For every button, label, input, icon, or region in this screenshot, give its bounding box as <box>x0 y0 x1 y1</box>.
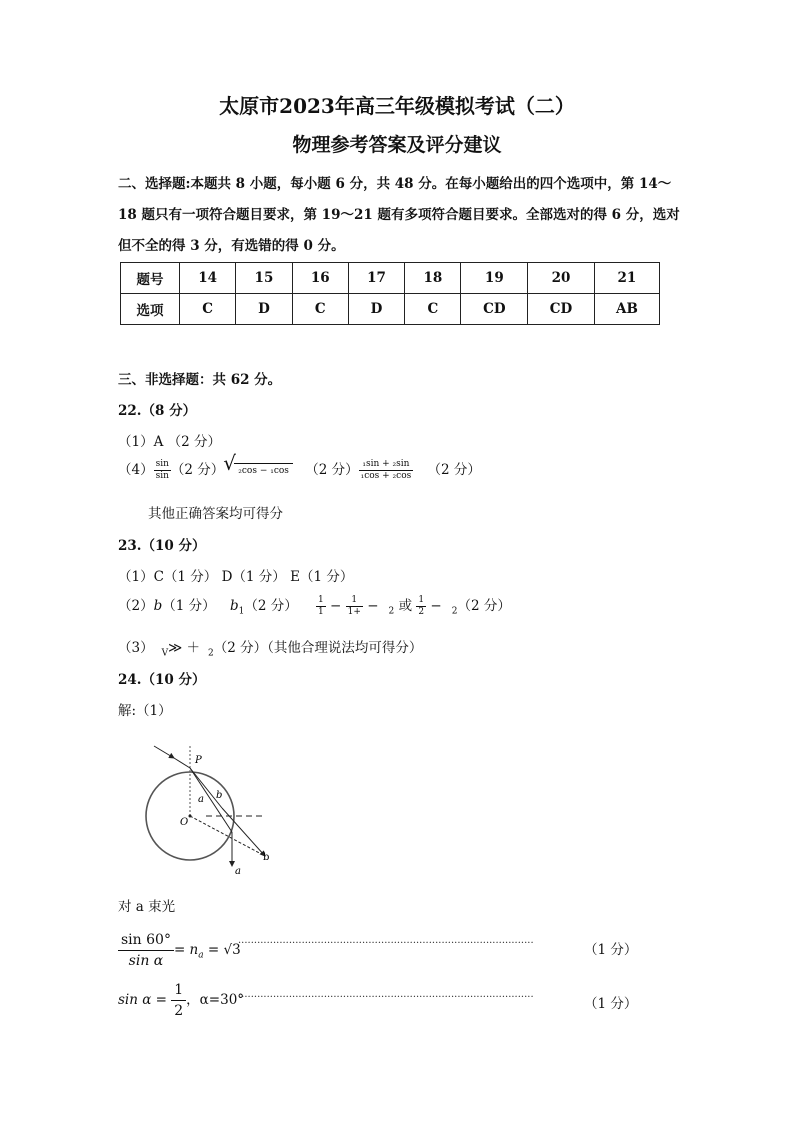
q24-solve: 解:（1） <box>118 703 172 719</box>
q23-part3-label: （3） <box>118 640 154 656</box>
q22-line1: （1）A （2 分） <box>118 434 222 450</box>
q23-sub-v: V <box>161 648 169 659</box>
q22-points: （2 分） <box>170 462 225 478</box>
dashed-line-b <box>190 816 265 856</box>
label-P: P <box>195 755 202 766</box>
frac-den: 1 <box>318 607 324 617</box>
table-cell: 15 <box>236 263 292 294</box>
table-row <box>121 263 660 294</box>
table-cell: 14 <box>180 263 236 294</box>
frac-num: sin 60° <box>118 930 174 951</box>
q23-b: b <box>153 598 163 614</box>
table-cell: C <box>405 294 461 325</box>
q23-line1: （1）C（1 分） D（1 分） E（1 分） <box>118 569 354 585</box>
q23-b1: b <box>229 598 239 614</box>
q23-sub: 2 <box>451 606 458 617</box>
table-cell: CD <box>461 294 528 325</box>
eq1-sub: a <box>198 950 204 961</box>
table-header-cell: 题号 <box>121 263 180 294</box>
q23-frac-c <box>416 595 426 618</box>
table-cell: D <box>236 294 292 325</box>
frac-den: sin <box>155 471 169 481</box>
label-a-out: a <box>235 866 241 877</box>
q23-minus: − <box>330 598 342 614</box>
q23-frac-a <box>316 595 326 618</box>
label-b: b <box>216 790 223 801</box>
frac-num: sin <box>155 459 169 469</box>
q23-relation: ≫ ＋ <box>168 640 201 656</box>
section2-line2: 18 题只有一项符合题目要求，第 19～21 题有多项符合题目要求。全部选对的得 6 分，选对 <box>118 207 680 223</box>
incident-arrow <box>154 746 174 758</box>
answer-table <box>120 262 660 325</box>
frac-den: 2 <box>418 607 425 617</box>
label-a: a <box>198 794 204 805</box>
page-subtitle: 物理参考答案及评分建议 <box>292 134 502 156</box>
q22-line2 <box>118 458 481 482</box>
q22-frac2 <box>359 459 414 482</box>
q24-eq1 <box>118 930 241 971</box>
q23-b1-sub: 1 <box>238 606 245 617</box>
q23-points: （1 分） <box>162 598 216 614</box>
q23-sub: 2 <box>388 606 395 617</box>
frac-num: ₁sin + ₂sin <box>359 459 414 471</box>
table-cell: C <box>180 294 236 325</box>
page-title: 太原市2023年高三年级模拟考试（二） <box>219 94 575 118</box>
eq1-frac <box>118 930 174 971</box>
section2-line1: 二、选择题:本题共 8 小题，每小题 6 分，共 48 分。在每小题给出的四个选项中，第 14～ <box>118 176 672 192</box>
q22-frac1 <box>154 459 171 482</box>
q23-points-note: （2 分）（其他合理说法均可得分） <box>213 640 423 656</box>
eq2-tail: ，α=30° <box>186 992 245 1008</box>
eq1-rhs: = n <box>173 942 199 958</box>
table-cell: 16 <box>292 263 348 294</box>
frac-num: 1 <box>318 595 324 605</box>
dot-leader: ····························································································· <box>238 992 534 1003</box>
table-cell: 21 <box>594 263 659 294</box>
q24-for-a: 对 a 束光 <box>118 899 176 915</box>
q24-eq2-points: （1 分） <box>584 996 638 1012</box>
center-point <box>189 815 192 818</box>
q23-part2-label: （2） <box>118 598 154 614</box>
eq2-frac <box>171 980 186 1021</box>
eq2-lhs: sin α = <box>118 992 167 1008</box>
q22-part4-label: （4） <box>118 462 154 478</box>
table-cell: C <box>292 294 348 325</box>
q23-minus: − <box>367 598 379 614</box>
q24-eq1-points: （1 分） <box>584 942 638 958</box>
q23-sub-2: 2 <box>208 648 214 659</box>
frac-den: ₁cos + ₂cos <box>360 471 412 481</box>
q23-line2 <box>118 594 511 618</box>
q23-heading: 23.（10 分） <box>118 538 206 554</box>
label-O: O <box>180 817 189 828</box>
frac-den: sin α <box>128 953 164 969</box>
table-row <box>121 294 660 325</box>
q24-eq2 <box>118 980 244 1021</box>
frac-den: 1+ <box>347 607 361 617</box>
q24-heading: 24.（10 分） <box>118 672 206 688</box>
ray-b-out <box>222 808 265 856</box>
q22-heading: 22.（8 分） <box>118 403 197 419</box>
table-cell: 17 <box>348 263 404 294</box>
ray-b-inside <box>190 768 222 808</box>
frac-num: 1 <box>171 980 186 1001</box>
q22-sqrt: √ ₂cos − ₁cos <box>234 463 293 478</box>
frac-num: 1 <box>346 595 363 607</box>
q22-points: （2 分） <box>427 462 481 478</box>
section2-line3: 但不全的得 3 分，有选错的得 0 分。 <box>118 238 345 254</box>
eq1-rhs2: = √3 <box>203 942 241 958</box>
table-cell: D <box>348 294 404 325</box>
table-cell: CD <box>528 294 595 325</box>
table-cell: AB <box>594 294 659 325</box>
table-cell: 19 <box>461 263 528 294</box>
q23-points: （2 分） <box>244 598 298 614</box>
frac-den: 2 <box>174 1003 184 1019</box>
table-cell: 18 <box>405 263 461 294</box>
table-cell: 20 <box>528 263 595 294</box>
q22-note: 其他正确答案均可得分 <box>148 506 283 522</box>
frac-num: 1 <box>418 595 425 605</box>
q23-minus: − <box>430 598 442 614</box>
optics-diagram <box>140 738 280 880</box>
q23-or: 或 <box>398 598 413 614</box>
dot-leader: ····························································································· <box>238 938 534 949</box>
incident-ray <box>174 758 190 768</box>
section3-heading <box>118 368 281 388</box>
section3-text: 三、非选择题：共 62 分。 <box>118 372 282 388</box>
q22-points: （2 分） <box>305 462 359 478</box>
label-b-out: b <box>263 852 270 863</box>
q23-points: （2 分） <box>457 598 511 614</box>
q23-line3 <box>118 636 422 659</box>
table-header-cell: 选项 <box>121 294 180 325</box>
q23-frac-b <box>346 595 363 618</box>
